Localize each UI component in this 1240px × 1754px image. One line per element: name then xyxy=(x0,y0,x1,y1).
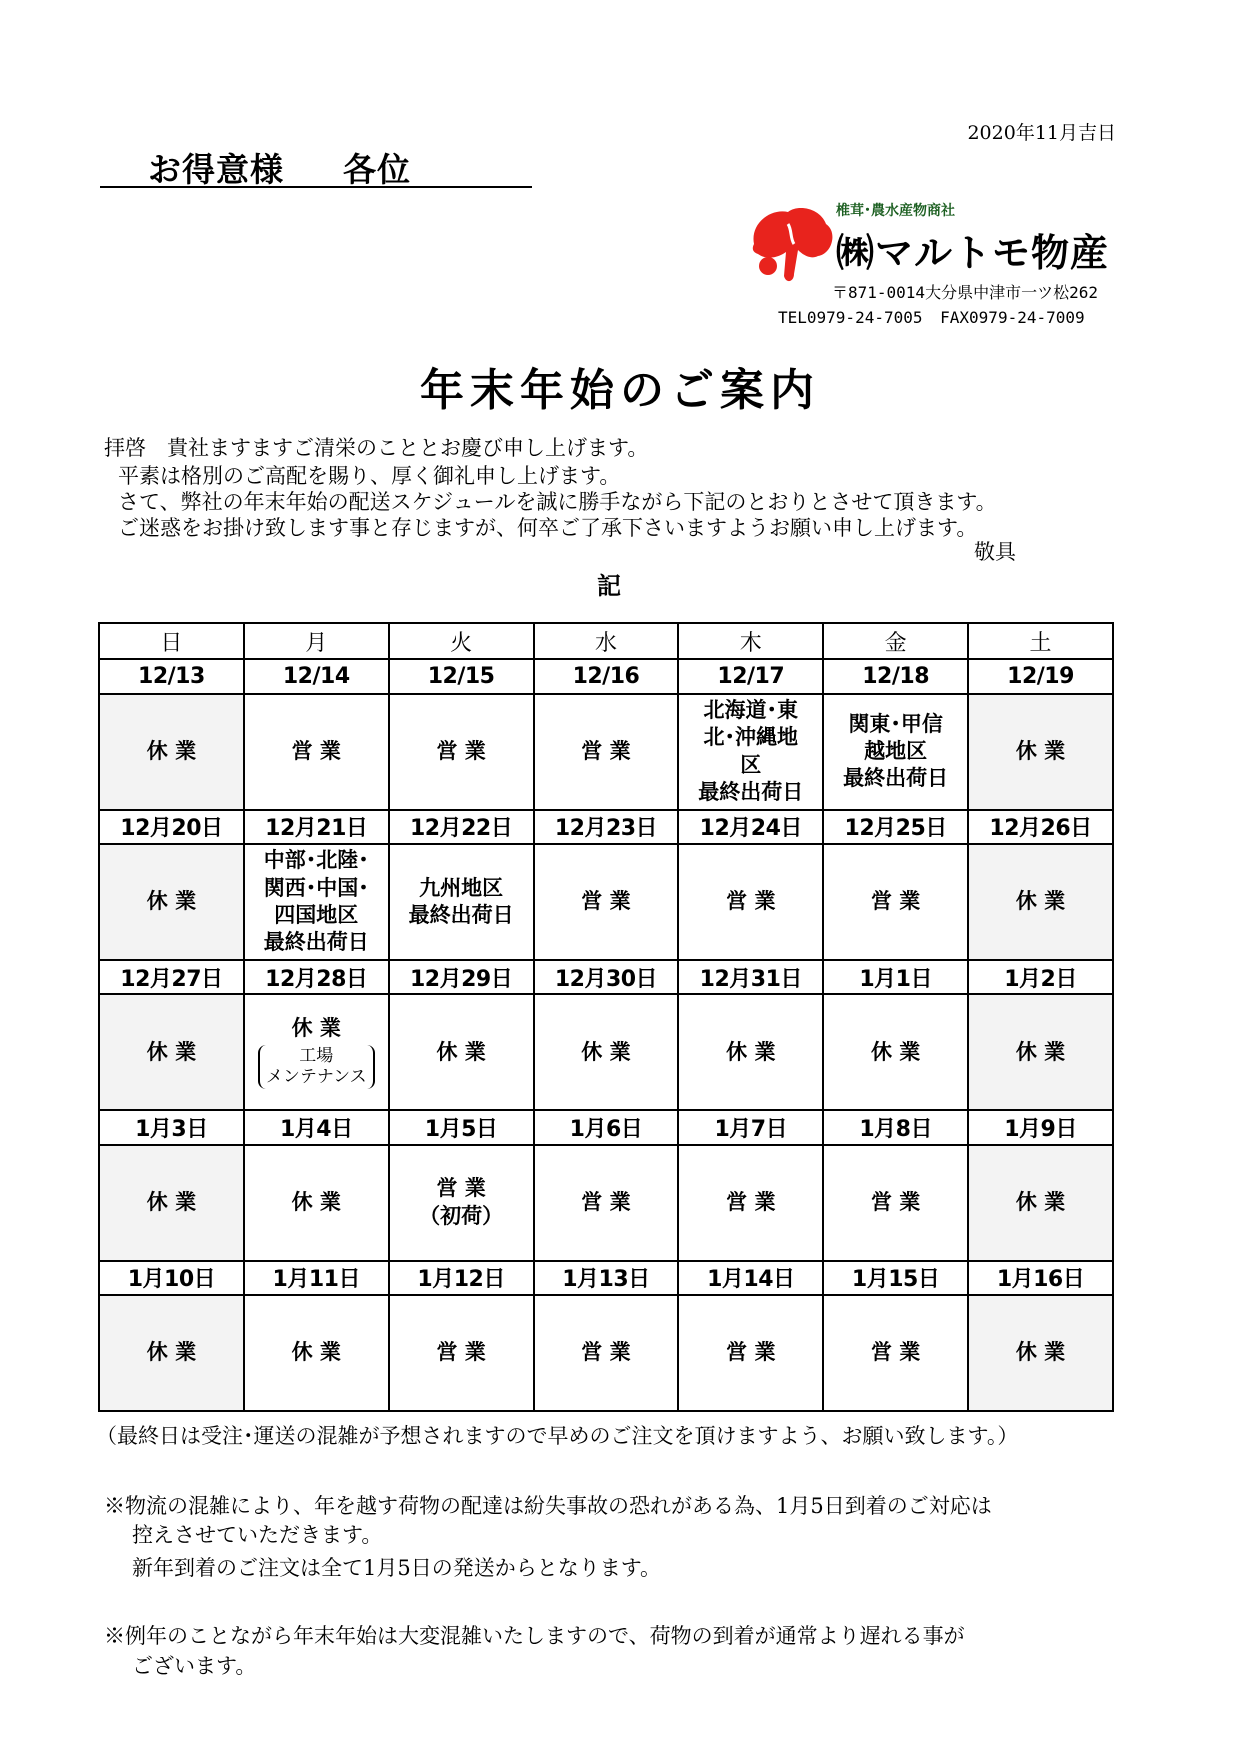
date-cell: 1月6日 xyxy=(534,1110,679,1144)
status-cell xyxy=(389,1295,534,1411)
date-cell: 12月24日 xyxy=(678,810,823,844)
date-cell: 1月8日 xyxy=(823,1110,968,1144)
recipient-label: お得意様 xyxy=(148,150,284,189)
status-cell xyxy=(244,694,389,810)
date-cell: 12/18 xyxy=(823,659,968,693)
status-text: 中部･北陸･ 関西･中国･ 四国地区 最終出荷日 xyxy=(263,848,369,955)
status-text: 休 業 xyxy=(436,1039,486,1064)
weekday-header: 木 xyxy=(678,623,823,659)
status-text: 営 業 xyxy=(870,889,921,914)
date-cell: 1月1日 xyxy=(823,960,968,994)
maintenance-note: 工場 メンテナンス xyxy=(258,1045,375,1090)
date-cell: 12月21日 xyxy=(244,810,389,844)
date-cell: 1月10日 xyxy=(99,1261,244,1295)
date-cell: 12/14 xyxy=(244,659,389,693)
status-cell xyxy=(244,844,389,960)
logistics-note: ※物流の混雑により、年を越す荷物の配達は紛失事故の恐れがある為、1月5日到着のご対応は xyxy=(104,1494,992,1518)
status-cell xyxy=(99,844,244,960)
status-text: 営 業 xyxy=(870,1189,921,1214)
status-text: 休 業 xyxy=(726,1039,776,1064)
date-cell: 1月11日 xyxy=(244,1261,389,1295)
company-contact xyxy=(778,308,1085,327)
status-text: 休 業 xyxy=(1015,1189,1066,1214)
date-row xyxy=(99,960,1113,994)
status-cell xyxy=(534,1295,679,1411)
date-cell: 12/19 xyxy=(968,659,1113,693)
date-cell: 12/15 xyxy=(389,659,534,693)
status-row xyxy=(99,1295,1113,1411)
date-cell: 12月22日 xyxy=(389,810,534,844)
company-fax: FAX0979-24-7009 xyxy=(940,308,1085,327)
status-cell xyxy=(968,994,1113,1110)
status-row xyxy=(99,1145,1113,1261)
delay-note: ※例年のことながら年末年始は大変混雑いたしますので、荷物の到着が通常より遅れる事が xyxy=(104,1624,965,1648)
date-row xyxy=(99,1110,1113,1144)
date-cell: 1月14日 xyxy=(678,1261,823,1295)
date-cell: 12/17 xyxy=(678,659,823,693)
date-cell: 1月2日 xyxy=(968,960,1113,994)
status-text: 営 業 xyxy=(436,738,486,763)
status-text: 営 業 xyxy=(870,1340,921,1365)
date-cell: 12月28日 xyxy=(244,960,389,994)
company-address: 〒871-0014大分県中津市一ツ松262 xyxy=(832,283,1098,302)
date-cell: 12月27日 xyxy=(99,960,244,994)
weekday-header-row xyxy=(99,623,1113,659)
status-text: 休 業 xyxy=(870,1039,921,1064)
mushroom-logo-icon xyxy=(748,204,834,288)
status-text: 休 業 xyxy=(146,738,197,763)
status-row xyxy=(99,994,1113,1110)
weekday-header: 日 xyxy=(99,623,244,659)
status-cell xyxy=(678,1295,823,1411)
status-text: 休 業 xyxy=(146,1039,197,1064)
body-line: 平素は格別のご高配を賜り、厚く御礼申し上げます。 xyxy=(118,464,621,488)
date-cell: 1月5日 xyxy=(389,1110,534,1144)
status-cell xyxy=(823,1295,968,1411)
status-cell xyxy=(678,994,823,1110)
status-text: 営 業 （初荷） xyxy=(419,1176,504,1228)
date-row xyxy=(99,1261,1113,1295)
date-cell: 1月3日 xyxy=(99,1110,244,1144)
body-line: ご迷惑をお掛け致します事と存じますが、何卒ご了承下さいますようお願い申し上げます。 xyxy=(118,516,978,540)
status-cell xyxy=(99,1295,244,1411)
page-title: 年末年始のご案内 xyxy=(420,365,820,416)
weekday-header: 火 xyxy=(389,623,534,659)
status-cell xyxy=(823,694,968,810)
logistics-note: 新年到着のご注文は全て1月5日の発送からとなります。 xyxy=(132,1556,662,1580)
status-cell xyxy=(534,694,679,810)
status-cell xyxy=(678,844,823,960)
status-cell xyxy=(534,994,679,1110)
date-row xyxy=(99,659,1113,693)
status-cell xyxy=(534,844,679,960)
status-cell xyxy=(968,1295,1113,1411)
logistics-note: 控えさせていただきます。 xyxy=(132,1523,383,1547)
status-cell xyxy=(823,844,968,960)
status-text: 休 業 xyxy=(146,889,197,914)
status-cell xyxy=(389,1145,534,1261)
status-cell xyxy=(968,694,1113,810)
date-cell: 1月16日 xyxy=(968,1261,1113,1295)
status-text: 北海道･東 北･沖縄地 区 最終出荷日 xyxy=(698,698,804,804)
status-text: 営 業 xyxy=(436,1340,486,1365)
recipient xyxy=(100,144,532,188)
status-text: 休 業 xyxy=(1015,1340,1066,1365)
status-text: 営 業 xyxy=(581,1189,631,1214)
status-cell xyxy=(823,1145,968,1261)
status-cell xyxy=(678,1145,823,1261)
status-cell xyxy=(99,994,244,1110)
status-text: 休 業 xyxy=(146,1189,197,1214)
status-text: 休 業 xyxy=(146,1340,197,1365)
status-cell xyxy=(389,994,534,1110)
status-text: 九州地区 最終出荷日 xyxy=(408,875,514,927)
company-name: ㈱マルトモ物産 xyxy=(836,231,1110,275)
status-text: 休 業 xyxy=(1015,1039,1066,1064)
company-tagline: 椎茸･農水産物商社 xyxy=(836,203,955,219)
ki-heading: 記 xyxy=(597,571,621,600)
status-cell xyxy=(534,1145,679,1261)
status-text: 営 業 xyxy=(581,1340,631,1365)
status-row xyxy=(99,844,1113,960)
status-row xyxy=(99,694,1113,810)
status-cell xyxy=(99,694,244,810)
status-text: 営 業 xyxy=(726,889,776,914)
status-text: 休 業 xyxy=(291,1189,341,1214)
date-cell: 12月29日 xyxy=(389,960,534,994)
date-cell: 1月12日 xyxy=(389,1261,534,1295)
date-cell: 12月20日 xyxy=(99,810,244,844)
weekday-header: 月 xyxy=(244,623,389,659)
date-cell: 12月26日 xyxy=(968,810,1113,844)
status-text: 休 業 xyxy=(291,1340,341,1365)
status-cell xyxy=(389,694,534,810)
status-cell xyxy=(968,1145,1113,1261)
status-cell xyxy=(968,844,1113,960)
delay-note: ございます。 xyxy=(132,1654,257,1678)
status-text: 休 業 xyxy=(581,1039,631,1064)
final-day-note: （最終日は受注･運送の混雑が予想されますので早めのご注文を頂けますよう、お願い致します。） xyxy=(96,1424,1019,1448)
schedule-calendar xyxy=(98,622,1114,1412)
date-cell: 1月4日 xyxy=(244,1110,389,1144)
date-cell: 12月30日 xyxy=(534,960,679,994)
status-text: 営 業 xyxy=(581,738,631,763)
date-cell: 12/13 xyxy=(99,659,244,693)
date-row xyxy=(99,810,1113,844)
date-cell: 1月15日 xyxy=(823,1261,968,1295)
status-text: 休 業 xyxy=(291,1016,341,1041)
body-line: 拝啓 貴社ますますご清栄のこととお慶び申し上げます。 xyxy=(104,436,649,460)
status-text: 休 業 xyxy=(1015,889,1066,914)
date-cell: 12月23日 xyxy=(534,810,679,844)
date-cell: 1月7日 xyxy=(678,1110,823,1144)
date-cell: 1月9日 xyxy=(968,1110,1113,1144)
status-cell xyxy=(244,994,389,1110)
date-cell: 12月31日 xyxy=(678,960,823,994)
body-line: さて、弊社の年末年始の配送スケジュールを誠に勝手ながら下記のとおりとさせて頂きます。 xyxy=(118,490,997,514)
date-cell: 1月13日 xyxy=(534,1261,679,1295)
weekday-header: 金 xyxy=(823,623,968,659)
document-date: 2020年11月吉日 xyxy=(967,122,1116,144)
weekday-header: 土 xyxy=(968,623,1113,659)
date-cell: 12/16 xyxy=(534,659,679,693)
status-text: 営 業 xyxy=(581,889,631,914)
status-text: 関東･甲信 越地区 最終出荷日 xyxy=(843,711,949,791)
status-cell xyxy=(99,1145,244,1261)
closing-word: 敬具 xyxy=(974,540,1016,564)
status-cell xyxy=(244,1295,389,1411)
weekday-header: 水 xyxy=(534,623,679,659)
status-cell xyxy=(823,994,968,1110)
company-tel: TEL0979-24-7005 xyxy=(778,308,923,327)
status-text: 休 業 xyxy=(1015,738,1066,763)
status-text: 営 業 xyxy=(726,1189,776,1214)
status-cell xyxy=(389,844,534,960)
status-text: 営 業 xyxy=(291,738,341,763)
status-text: 営 業 xyxy=(726,1340,776,1365)
recipient-suffix: 各位 xyxy=(343,150,411,189)
date-cell: 12月25日 xyxy=(823,810,968,844)
status-cell xyxy=(678,694,823,810)
status-cell xyxy=(244,1145,389,1261)
